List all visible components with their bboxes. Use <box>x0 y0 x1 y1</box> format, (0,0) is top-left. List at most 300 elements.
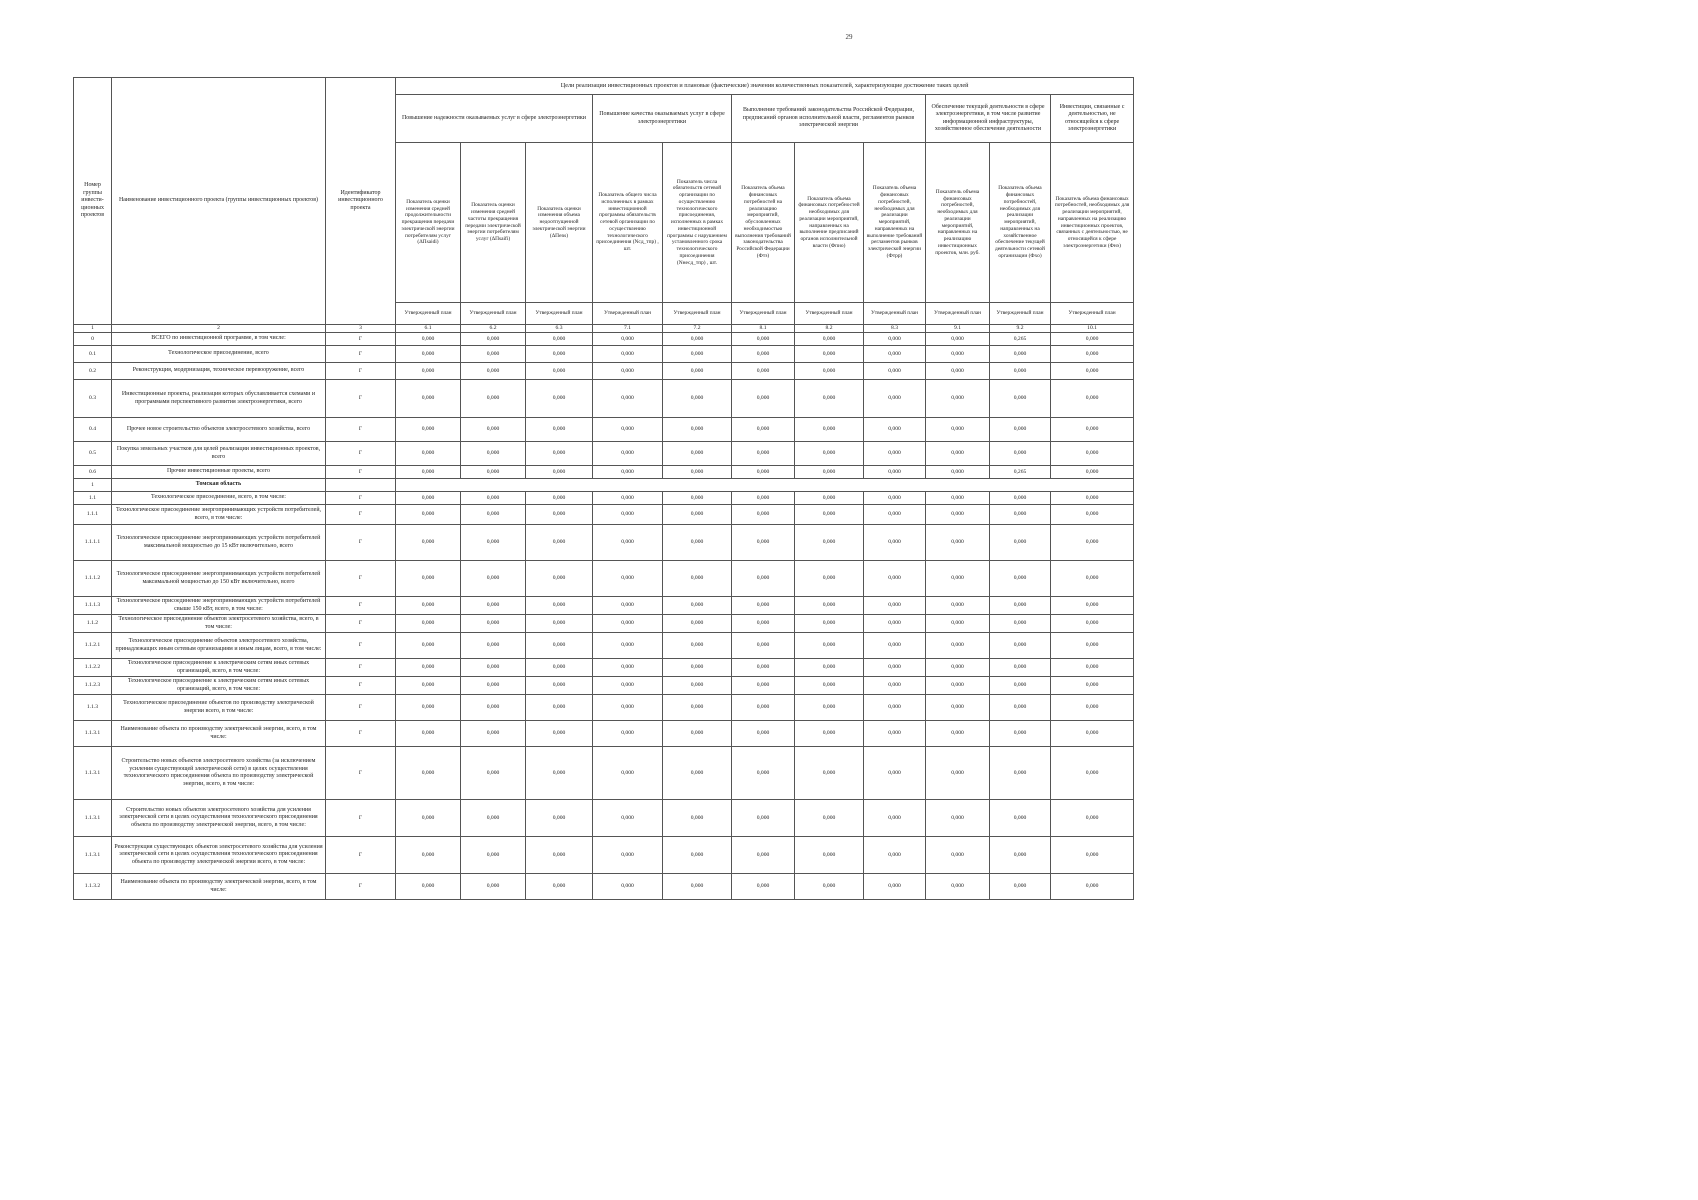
row-value: 0,000 <box>396 380 461 418</box>
row-value: 0,000 <box>990 837 1051 874</box>
row-value: 0,000 <box>396 747 461 800</box>
row-project-id: Г <box>326 633 396 659</box>
row-value: 0,000 <box>864 333 926 346</box>
row-value: 0,000 <box>396 561 461 597</box>
row-value: 0,000 <box>795 466 864 479</box>
row-project-name: Технологическое присоединение энергопринимающих устройств потребителей максимальной мощностью до 150 кВт включительно, всего <box>112 561 326 597</box>
row-value: 0,000 <box>732 721 795 747</box>
header-group-quality: Повышение качества оказываемых услуг в сфере электроэнергетики <box>593 95 732 143</box>
row-value: 0,000 <box>593 418 663 442</box>
row-number: 1.1.1.1 <box>74 525 112 561</box>
column-number: 3 <box>326 325 396 333</box>
row-value: 0,000 <box>526 874 593 900</box>
row-value: 0,000 <box>461 561 526 597</box>
row-value: 0,000 <box>926 800 990 837</box>
row-value: 0,000 <box>990 597 1051 615</box>
row-project-id: Г <box>326 615 396 633</box>
header-indicator: Показатель объема финансовых потребностей на реализацию мероприятий, обусловленных необходимостью выполнения требований законодательства Российской Федерации (Фтз) <box>732 143 795 303</box>
row-number: 1.1.3.1 <box>74 721 112 747</box>
row-value: 0,000 <box>795 492 864 505</box>
row-project-id: Г <box>326 363 396 380</box>
header-project-name: Наименование инвестиционного проекта (группы инвестиционных проектов) <box>112 78 326 325</box>
table-row <box>74 466 1134 479</box>
row-value: 0,000 <box>926 333 990 346</box>
row-value: 0,000 <box>663 346 732 363</box>
row-value: 0,000 <box>396 442 461 466</box>
table-row <box>74 677 1134 695</box>
row-value: 0,000 <box>864 380 926 418</box>
column-number: 8.1 <box>732 325 795 333</box>
header-indicator: Показатель объема финансовых потребностей, необходимых для реализации мероприятий, направленных на реализацию инвестиционных проектов, связанных с деятельностью, не относящейся к сфере электроэнергетики (Фнэ) <box>1051 143 1134 303</box>
header-indicator: Показатель общего числа исполненных в рамках инвестиционной программы обязательств сетевой организации по осуществлению технологического присоединения (Nсд_тпр) , шт. <box>593 143 663 303</box>
row-value: 0,000 <box>732 505 795 525</box>
row-number: 0.3 <box>74 380 112 418</box>
row-value: 0,000 <box>396 505 461 525</box>
row-value: 0,000 <box>795 747 864 800</box>
row-value: 0,000 <box>1051 492 1134 505</box>
row-value: 0,000 <box>663 442 732 466</box>
row-value: 0,000 <box>990 874 1051 900</box>
header-plan-label: Утвержденный план <box>926 303 990 325</box>
row-value: 0,000 <box>1051 695 1134 721</box>
row-value: 0,000 <box>526 800 593 837</box>
row-value: 0,000 <box>732 695 795 721</box>
row-value: 0,000 <box>526 721 593 747</box>
row-value: 0,000 <box>663 505 732 525</box>
row-value: 0,000 <box>396 800 461 837</box>
row-value: 0,000 <box>593 747 663 800</box>
header-plan-label: Утвержденный план <box>732 303 795 325</box>
row-value: 0,000 <box>396 346 461 363</box>
row-value: 0,000 <box>593 659 663 677</box>
table-row <box>74 492 1134 505</box>
row-value: 0,000 <box>795 597 864 615</box>
row-value: 0,000 <box>732 380 795 418</box>
row-value: 0,000 <box>461 380 526 418</box>
header-group-current-activity: Обеспечение текущей деятельности в сфере электроэнергетики, в том числе развитие информационной инфраструктуры, хозяйственное обеспечение деятельности <box>926 95 1051 143</box>
header-project-id: Идентификатор инвестиционного проекта <box>326 78 396 325</box>
row-value: 0,000 <box>461 597 526 615</box>
row-value: 0,000 <box>663 695 732 721</box>
row-number: 1.1 <box>74 492 112 505</box>
row-value: 0,000 <box>396 677 461 695</box>
row-value: 0,000 <box>1051 615 1134 633</box>
row-value: 0,000 <box>461 677 526 695</box>
row-project-name: Технологическое присоединение энергопринимающих устройств потребителей максимальной мощностью до 15 кВт включительно, всего <box>112 525 326 561</box>
row-value: 0,000 <box>795 677 864 695</box>
row-value: 0,000 <box>864 615 926 633</box>
column-number: 8.2 <box>795 325 864 333</box>
row-value: 0,000 <box>864 442 926 466</box>
row-value: 0,000 <box>593 380 663 418</box>
row-value: 0,000 <box>663 525 732 561</box>
row-number: 1.1.1.2 <box>74 561 112 597</box>
row-project-name: Строительство новых объектов электросетевого хозяйства для усиления электрической сети в целях осуществления технологического присоединения объекта по производству электрической энергии, всего, в том числе: <box>112 800 326 837</box>
row-value: 0,000 <box>795 800 864 837</box>
row-value: 0,000 <box>1051 346 1134 363</box>
column-number: 7.2 <box>663 325 732 333</box>
row-value: 0,000 <box>461 747 526 800</box>
row-value: 0,000 <box>1051 659 1134 677</box>
row-value: 0,000 <box>990 380 1051 418</box>
row-value: 0,000 <box>396 695 461 721</box>
row-value: 0,000 <box>926 677 990 695</box>
row-value: 0,000 <box>926 363 990 380</box>
table-row <box>74 659 1134 677</box>
row-value: 0,000 <box>461 442 526 466</box>
row-project-id: Г <box>326 442 396 466</box>
row-project-id: Г <box>326 466 396 479</box>
header-plan-label: Утвержденный план <box>526 303 593 325</box>
row-value: 0,000 <box>990 492 1051 505</box>
row-number: 0 <box>74 333 112 346</box>
row-value: 0,000 <box>990 525 1051 561</box>
row-value: 0,000 <box>926 505 990 525</box>
row-value: 0,000 <box>396 837 461 874</box>
row-project-id: Г <box>326 721 396 747</box>
row-value: 0,000 <box>864 525 926 561</box>
row-value: 0,000 <box>593 874 663 900</box>
row-value: 0,000 <box>1051 677 1134 695</box>
row-value: 0,000 <box>1051 380 1134 418</box>
row-value: 0,000 <box>396 721 461 747</box>
page-number: 29 <box>845 33 853 41</box>
row-value: 0,000 <box>593 721 663 747</box>
row-project-id <box>326 479 396 492</box>
row-value: 0,000 <box>864 874 926 900</box>
row-number: 1.1.3 <box>74 695 112 721</box>
row-value: 0,000 <box>663 874 732 900</box>
row-value: 0,000 <box>593 597 663 615</box>
row-value: 0,000 <box>1051 442 1134 466</box>
row-number: 1.1.3.1 <box>74 747 112 800</box>
row-number: 1.1.2.1 <box>74 633 112 659</box>
row-value: 0,000 <box>864 659 926 677</box>
row-value: 0,000 <box>926 633 990 659</box>
row-value: 0,000 <box>461 659 526 677</box>
row-project-id: Г <box>326 677 396 695</box>
table-row <box>74 615 1134 633</box>
header-indicator: Показатель оценки изменения объема недоотпущенной электрической энергии (ΔПens) <box>526 143 593 303</box>
row-value: 0,000 <box>926 561 990 597</box>
row-value: 0,000 <box>1051 747 1134 800</box>
row-value: 0,000 <box>1051 800 1134 837</box>
row-project-id: Г <box>326 747 396 800</box>
column-number: 10.1 <box>1051 325 1134 333</box>
table-row <box>74 363 1134 380</box>
row-project-name: Покупка земельных участков для целей реализации инвестиционных проектов, всего <box>112 442 326 466</box>
row-value: 0,000 <box>663 418 732 442</box>
row-value: 0,000 <box>990 505 1051 525</box>
row-value: 0,000 <box>461 505 526 525</box>
row-value: 0,000 <box>593 561 663 597</box>
row-value: 0,000 <box>396 633 461 659</box>
row-value: 0,000 <box>732 466 795 479</box>
row-value: 0,000 <box>526 677 593 695</box>
row-project-id: Г <box>326 333 396 346</box>
row-value: 0,000 <box>526 633 593 659</box>
table-row <box>74 505 1134 525</box>
column-number: 7.1 <box>593 325 663 333</box>
row-value: 0,000 <box>990 747 1051 800</box>
row-value: 0,000 <box>663 363 732 380</box>
column-number: 8.3 <box>864 325 926 333</box>
row-number: 1.1.3.2 <box>74 874 112 900</box>
row-number: 1.1.1.3 <box>74 597 112 615</box>
row-value: 0,000 <box>732 492 795 505</box>
row-number: 0.4 <box>74 418 112 442</box>
row-value: 0,000 <box>1051 466 1134 479</box>
row-value: 0,000 <box>795 525 864 561</box>
row-value: 0,000 <box>593 800 663 837</box>
column-number: 6.2 <box>461 325 526 333</box>
row-project-name: Реконструкция существующих объектов электросетевого хозяйства для усиления электрической сети в целях осуществления технологического присоединения объекта по производству электрической энергии всего, в том числе: <box>112 837 326 874</box>
row-value: 0,000 <box>864 633 926 659</box>
header-group-non-energy: Инвестиции, связанные с деятельностью, не относящейся к сфере электроэнергетики <box>1051 95 1134 143</box>
row-value: 0,000 <box>526 659 593 677</box>
row-value: 0,000 <box>461 695 526 721</box>
header-group-reliability: Повышение надежности оказываемых услуг в сфере электроэнергетики <box>396 95 593 143</box>
header-goals-title: Цели реализации инвестиционных проектов и плановые (фактические) значения количественных показателей, характеризующие достижение таких целей <box>396 78 1134 95</box>
column-number: 6.3 <box>526 325 593 333</box>
row-value: 0,000 <box>795 363 864 380</box>
row-number: 0.1 <box>74 346 112 363</box>
row-value: 0,000 <box>593 466 663 479</box>
row-value: 0,000 <box>593 695 663 721</box>
header-plan-label: Утвержденный план <box>593 303 663 325</box>
row-value: 0,000 <box>990 677 1051 695</box>
row-value: 0,000 <box>663 800 732 837</box>
row-value: 0,000 <box>663 333 732 346</box>
row-value: 0,000 <box>593 363 663 380</box>
row-project-id: Г <box>326 492 396 505</box>
row-project-id: Г <box>326 874 396 900</box>
table-row <box>74 633 1134 659</box>
row-value: 0,000 <box>526 597 593 615</box>
row-value: 0,000 <box>526 380 593 418</box>
header-indicator: Показатель числа обязательств сетевой организации по осуществлению технологического присоединения, исполненных в рамках инвестиционной программы с нарушением установленного срока технологического присоединения (Nнесд_тпр) , шт. <box>663 143 732 303</box>
row-value: 0,000 <box>461 525 526 561</box>
row-value: 0,000 <box>795 633 864 659</box>
row-project-id: Г <box>326 525 396 561</box>
header-plan-label: Утвержденный план <box>1051 303 1134 325</box>
row-number: 0.6 <box>74 466 112 479</box>
row-value: 0,000 <box>990 721 1051 747</box>
row-value: 0,000 <box>864 466 926 479</box>
row-value: 0,000 <box>864 695 926 721</box>
row-value: 0,000 <box>526 837 593 874</box>
row-project-name: Наименование объекта по производству электрической энергии, всего, в том числе: <box>112 874 326 900</box>
row-value: 0,000 <box>864 597 926 615</box>
investment-goals-table <box>73 77 1134 900</box>
row-value: 0,000 <box>864 492 926 505</box>
row-value: 0,000 <box>663 615 732 633</box>
row-value: 0,000 <box>461 721 526 747</box>
row-value: 0,000 <box>990 615 1051 633</box>
row-value: 0,000 <box>795 874 864 900</box>
row-value: 0,000 <box>926 346 990 363</box>
header-plan-label: Утвержденный план <box>461 303 526 325</box>
row-project-id: Г <box>326 505 396 525</box>
column-number: 9.2 <box>990 325 1051 333</box>
row-value: 0,000 <box>663 747 732 800</box>
table-row <box>74 874 1134 900</box>
row-value: 0,000 <box>990 363 1051 380</box>
row-value: 0,000 <box>732 525 795 561</box>
row-value: 0,000 <box>461 363 526 380</box>
row-value: 0,000 <box>990 695 1051 721</box>
header-indicator: Показатель объема финансовых потребностей, необходимых для реализации мероприятий, направленных на реализацию инвестиционных проектов, млн. руб. <box>926 143 990 303</box>
row-value: 0,000 <box>926 442 990 466</box>
row-value: 0,000 <box>396 659 461 677</box>
row-value: 0,000 <box>526 695 593 721</box>
table-row <box>74 525 1134 561</box>
row-value: 0,000 <box>1051 633 1134 659</box>
row-project-name: Реконструкция, модернизация, техническое перевооружение, всего <box>112 363 326 380</box>
row-value: 0,000 <box>663 597 732 615</box>
row-value: 0,000 <box>663 466 732 479</box>
row-value: 0,000 <box>864 346 926 363</box>
row-project-id: Г <box>326 837 396 874</box>
row-value: 0,000 <box>663 721 732 747</box>
row-value: 0,000 <box>732 363 795 380</box>
row-value: 0,000 <box>732 442 795 466</box>
row-value: 0,000 <box>663 633 732 659</box>
row-number: 1 <box>74 479 112 492</box>
row-value: 0,000 <box>396 363 461 380</box>
row-value: 0,000 <box>732 346 795 363</box>
row-number: 0.5 <box>74 442 112 466</box>
row-project-name: Прочие инвестиционные проекты, всего <box>112 466 326 479</box>
column-number: 9.1 <box>926 325 990 333</box>
row-value: 0,000 <box>593 615 663 633</box>
row-value: 0,000 <box>795 418 864 442</box>
row-project-id: Г <box>326 561 396 597</box>
row-value: 0,000 <box>593 333 663 346</box>
row-project-name: Технологическое присоединение энергопринимающих устройств потребителей, всего, в том числе: <box>112 505 326 525</box>
row-value: 0,000 <box>990 561 1051 597</box>
row-project-id: Г <box>326 800 396 837</box>
row-value: 0,000 <box>795 615 864 633</box>
header-plan-label: Утвержденный план <box>990 303 1051 325</box>
row-value: 0,000 <box>926 466 990 479</box>
row-value: 0,000 <box>926 525 990 561</box>
header-indicator: Показатель объема финансовых потребностей необходимых для реализации мероприятий, направленных на выполнение предписаний органов исполнительной власти (Фпио) <box>795 143 864 303</box>
header-plan-label: Утвержденный план <box>795 303 864 325</box>
row-value: 0,000 <box>396 874 461 900</box>
row-value: 0,000 <box>593 346 663 363</box>
row-value: 0,000 <box>461 874 526 900</box>
row-value: 0,000 <box>396 492 461 505</box>
row-value: 0,000 <box>732 333 795 346</box>
header-indicator: Показатель оценки изменения средней продолжительности прекращения передачи электрической энергии потребителям услуг (ΔПsaidi) <box>396 143 461 303</box>
row-value: 0,000 <box>990 659 1051 677</box>
row-value: 0,000 <box>1051 333 1134 346</box>
row-value: 0,000 <box>795 659 864 677</box>
row-value: 0,000 <box>795 695 864 721</box>
row-value: 0,000 <box>526 346 593 363</box>
row-value: 0,000 <box>1051 597 1134 615</box>
row-value: 0,000 <box>990 442 1051 466</box>
row-value: 0,000 <box>732 659 795 677</box>
row-value: 0,000 <box>864 561 926 597</box>
row-value: 0,000 <box>1051 418 1134 442</box>
row-value: 0,000 <box>732 561 795 597</box>
row-value: 0,000 <box>663 380 732 418</box>
row-number: 1.1.3.1 <box>74 800 112 837</box>
header-plan-label: Утвержденный план <box>663 303 732 325</box>
row-value: 0,000 <box>461 466 526 479</box>
row-project-name: Технологическое присоединение, всего, в том числе: <box>112 492 326 505</box>
row-value: 0,000 <box>990 800 1051 837</box>
row-value: 0,000 <box>461 837 526 874</box>
row-value: 0,000 <box>526 747 593 800</box>
row-value: 0,000 <box>461 418 526 442</box>
row-value: 0,000 <box>526 442 593 466</box>
table-row <box>74 800 1134 837</box>
table-row <box>74 346 1134 363</box>
row-number: 1.1.1 <box>74 505 112 525</box>
row-value: 0,000 <box>526 561 593 597</box>
row-value: 0,000 <box>526 505 593 525</box>
row-value: 0,000 <box>864 505 926 525</box>
row-project-id: Г <box>326 346 396 363</box>
table-row <box>74 747 1134 800</box>
row-value: 0,000 <box>926 874 990 900</box>
row-value: 0,000 <box>732 615 795 633</box>
row-value: 0,000 <box>461 492 526 505</box>
row-value: 0,000 <box>926 615 990 633</box>
row-value: 0,000 <box>864 721 926 747</box>
row-project-name: Технологическое присоединение энергопринимающих устройств потребителей свыше 150 кВт, всего, в том числе: <box>112 597 326 615</box>
header-group-legal-requirements: Выполнение требований законодательства Российской Федерации, предписаний органов исполнительной власти, регламентов рынков электрической энергии <box>732 95 926 143</box>
row-project-name: Томская область <box>112 479 326 492</box>
row-value: 0,000 <box>795 346 864 363</box>
row-value: 0,000 <box>593 442 663 466</box>
row-value: 0,000 <box>926 837 990 874</box>
row-project-name: Строительство новых объектов электросетевого хозяйства (за исключением усиления существующей электрической сети) в целях осуществления технологического присоединения объекта по производству электрической энергии, всего, в том числе: <box>112 747 326 800</box>
row-value: 0,000 <box>526 466 593 479</box>
row-value: 0,000 <box>732 837 795 874</box>
row-value: 0,000 <box>990 633 1051 659</box>
header-indicator: Показатель объема финансовых потребностей, необходимых для реализации мероприятий, направленных на хозяйственное обеспечение текущей деятельности сетевой организации (Фхо) <box>990 143 1051 303</box>
row-project-name: Технологическое присоединение объектов электросетевого хозяйства, всего, в том числе: <box>112 615 326 633</box>
row-value: 0,000 <box>990 346 1051 363</box>
row-number: 1.1.2 <box>74 615 112 633</box>
row-value: 0,000 <box>593 525 663 561</box>
row-project-name: ВСЕГО по инвестиционной программе, в том числе: <box>112 333 326 346</box>
header-plan-label: Утвержденный план <box>864 303 926 325</box>
row-value: 0,000 <box>926 418 990 442</box>
row-value: 0,000 <box>795 380 864 418</box>
row-value: 0,000 <box>461 346 526 363</box>
header-project-number: Номер группы инвести-ционных проектов <box>74 78 112 325</box>
column-number: 1 <box>74 325 112 333</box>
row-value: 0,000 <box>732 418 795 442</box>
row-value: 0,000 <box>593 505 663 525</box>
row-value: 0,000 <box>461 615 526 633</box>
table-row <box>74 837 1134 874</box>
row-value: 0,000 <box>593 492 663 505</box>
row-project-name: Наименование объекта по производству электрической энергии, всего, в том числе: <box>112 721 326 747</box>
row-value: 0,000 <box>593 837 663 874</box>
row-value: 0,000 <box>990 418 1051 442</box>
row-project-name: Технологическое присоединение к электрическим сетям иных сетевых организаций, всего, в том числе: <box>112 677 326 695</box>
table-row <box>74 333 1134 346</box>
table-row <box>74 721 1134 747</box>
row-value: 0,000 <box>526 525 593 561</box>
row-value: 0,000 <box>926 380 990 418</box>
